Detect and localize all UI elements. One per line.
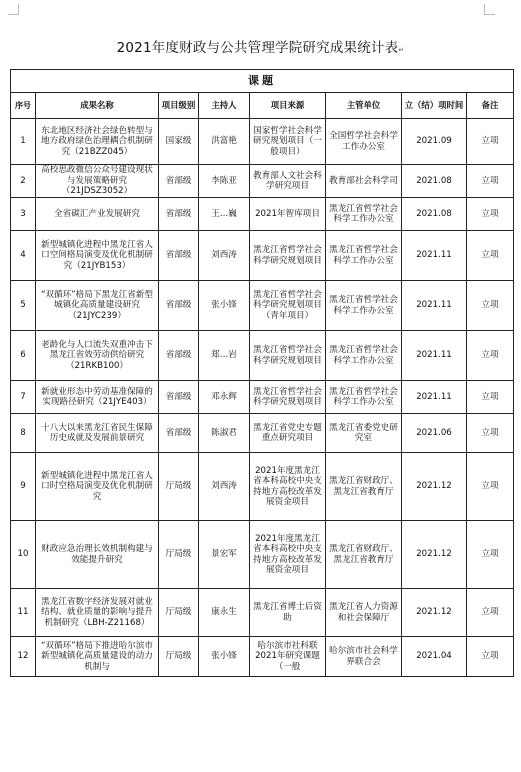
table-row bbox=[11, 453, 514, 521]
project-source: 黑龙江省党史专题重点研究项目 bbox=[250, 414, 326, 453]
remark: 立项 bbox=[467, 231, 514, 281]
row-number: 2 bbox=[11, 165, 36, 198]
project-level: 厅局级 bbox=[159, 637, 199, 677]
research-results-table bbox=[10, 69, 514, 677]
approval-date: 2021.08 bbox=[402, 198, 467, 231]
column-header-no: 序号 bbox=[11, 93, 36, 119]
host-name: 刘西涛 bbox=[199, 453, 250, 521]
project-source: 2021年度黑龙江省本科高校中央支持地方高校改革发展资金项目 bbox=[250, 453, 326, 521]
project-source: 2021年度黑龙江省本科高校中央支持地方高校改革发展资金项目 bbox=[250, 521, 326, 589]
table-row bbox=[11, 521, 514, 589]
column-header-unit: 主管单位 bbox=[326, 93, 402, 119]
project-level: 省部级 bbox=[159, 331, 199, 381]
remark: 立项 bbox=[467, 281, 514, 331]
managing-unit: 黑龙江省委党史研究室 bbox=[326, 414, 402, 453]
project-level: 省部级 bbox=[159, 231, 199, 281]
approval-date: 2021.11 bbox=[402, 231, 467, 281]
row-number: 1 bbox=[11, 119, 36, 165]
project-source: 2021年智库项目 bbox=[250, 198, 326, 231]
row-number: 5 bbox=[11, 281, 36, 331]
remark: 立项 bbox=[467, 198, 514, 231]
managing-unit: 黑龙江省哲学社会科学工作办公室 bbox=[326, 281, 402, 331]
table-row bbox=[11, 198, 514, 231]
project-level: 省部级 bbox=[159, 381, 199, 414]
table-row bbox=[11, 331, 514, 381]
host-name: 王…巍 bbox=[199, 198, 250, 231]
project-source: 黑龙江省哲学社会科学研究规划项目 bbox=[250, 231, 326, 281]
table-row bbox=[11, 381, 514, 414]
host-name: 刘西涛 bbox=[199, 231, 250, 281]
approval-date: 2021.12 bbox=[402, 453, 467, 521]
remark: 立项 bbox=[467, 637, 514, 677]
column-header-date: 立（结）项时间 bbox=[402, 93, 467, 119]
managing-unit: 哈尔滨市社会科学界联合会 bbox=[326, 637, 402, 677]
host-name: 张小锋 bbox=[199, 281, 250, 331]
managing-unit: 全国哲学社会科学工作办公室 bbox=[326, 119, 402, 165]
table-row bbox=[11, 231, 514, 281]
result-name: 全省碳汇产业发展研究 bbox=[36, 198, 159, 231]
host-name: 洪富艳 bbox=[199, 119, 250, 165]
row-number: 9 bbox=[11, 453, 36, 521]
host-name: 李陈亚 bbox=[199, 165, 250, 198]
result-name: 高校思政微信公众号建设现状与发展策略研究（21JDSZ3052） bbox=[36, 165, 159, 198]
project-source: 黑龙江省哲学社会科学研究规划项目 bbox=[250, 331, 326, 381]
row-number: 12 bbox=[11, 637, 36, 677]
managing-unit: 黑龙江省财政厅、黑龙江省教育厅 bbox=[326, 521, 402, 589]
project-source: 黑龙江省博士后资助 bbox=[250, 589, 326, 637]
header-row bbox=[11, 93, 514, 119]
result-name: “双循环”格局下推进哈尔滨市新型城镇化高质量建设的动力机制与 bbox=[36, 637, 159, 677]
row-number: 8 bbox=[11, 414, 36, 453]
approval-date: 2021.06 bbox=[402, 414, 467, 453]
host-name: 郑…岩 bbox=[199, 331, 250, 381]
approval-date: 2021.11 bbox=[402, 381, 467, 414]
managing-unit: 黑龙江省哲学社会科学工作办公室 bbox=[326, 198, 402, 231]
host-name: 邓永辉 bbox=[199, 381, 250, 414]
approval-date: 2021.04 bbox=[402, 637, 467, 677]
managing-unit: 黑龙江省财政厅、黑龙江省教育厅 bbox=[326, 453, 402, 521]
project-source: 国家哲学社会科学研究规划项目（一般项目） bbox=[250, 119, 326, 165]
row-number: 3 bbox=[11, 198, 36, 231]
managing-unit: 教育部社会科学司 bbox=[326, 165, 402, 198]
remark: 立项 bbox=[467, 521, 514, 589]
remark: 立项 bbox=[467, 119, 514, 165]
approval-date: 2021.11 bbox=[402, 281, 467, 331]
approval-date: 2021.11 bbox=[402, 331, 467, 381]
category-label: 课题 bbox=[11, 70, 514, 93]
remark: 立项 bbox=[467, 589, 514, 637]
table-row bbox=[11, 589, 514, 637]
margin-corner-mark-left bbox=[8, 4, 19, 15]
managing-unit: 黑龙江省哲学社会科学工作办公室 bbox=[326, 331, 402, 381]
approval-date: 2021.12 bbox=[402, 521, 467, 589]
managing-unit: 黑龙江省人力资源和社会保障厅 bbox=[326, 589, 402, 637]
project-level: 厅局级 bbox=[159, 521, 199, 589]
remark: 立项 bbox=[467, 165, 514, 198]
managing-unit: 黑龙江省哲学社会科学工作办公室 bbox=[326, 381, 402, 414]
project-level: 厅局级 bbox=[159, 453, 199, 521]
column-header-name: 成果名称 bbox=[36, 93, 159, 119]
result-name: 黑龙江省数字经济发展对就业结构、就业质量的影响与提升机制研究（LBH-Z21168） bbox=[36, 589, 159, 637]
project-source: 哈尔滨市社科联2021年研究课题（一般 bbox=[250, 637, 326, 677]
project-source: 黑龙江省哲学社会科学研究规划项目 bbox=[250, 381, 326, 414]
result-name: 东北地区经济社会绿色转型与地方政府绿色治理耦合机制研究（21BZZ045） bbox=[36, 119, 159, 165]
result-name: 老龄化与人口流失双重冲击下黑龙江省效劳动供给研究（21RKB100） bbox=[36, 331, 159, 381]
remark: 立项 bbox=[467, 381, 514, 414]
table-row bbox=[11, 119, 514, 165]
project-level: 省部级 bbox=[159, 165, 199, 198]
project-source: 黑龙江省哲学社会科学研究规划项目（青年项目） bbox=[250, 281, 326, 331]
approval-date: 2021.08 bbox=[402, 165, 467, 198]
result-name: 新型城镇化进程中黑龙江省人口空间格局演变及优化机制研究（21JYB153） bbox=[36, 231, 159, 281]
project-level: 国家级 bbox=[159, 119, 199, 165]
margin-corner-mark-right bbox=[484, 4, 495, 15]
result-name: 新型城镇化进程中黑龙江省人口时空格局演变及优化机制研究 bbox=[36, 453, 159, 521]
project-source: 教育部人文社会科学研究项目 bbox=[250, 165, 326, 198]
project-level: 厅局级 bbox=[159, 589, 199, 637]
result-name: 新就业形态中劳动基准保障的实现路径研究（21JYE403） bbox=[36, 381, 159, 414]
remark: 立项 bbox=[467, 414, 514, 453]
host-name: 陈淑君 bbox=[199, 414, 250, 453]
column-header-level: 项目级别 bbox=[159, 93, 199, 119]
result-name: 十八大以来黑龙江省民生保障历史成就及发展前景研究 bbox=[36, 414, 159, 453]
table-row bbox=[11, 281, 514, 331]
column-header-source: 项目来源 bbox=[250, 93, 326, 119]
result-name: “双循环”格局下黑龙江省新型城镇化高质量建设研究（21JYC239） bbox=[36, 281, 159, 331]
paragraph-mark-icon: ↵ bbox=[398, 46, 405, 54]
column-header-note: 备注 bbox=[467, 93, 514, 119]
row-number: 4 bbox=[11, 231, 36, 281]
row-number: 6 bbox=[11, 331, 36, 381]
remark: 立项 bbox=[467, 331, 514, 381]
row-number: 7 bbox=[11, 381, 36, 414]
project-level: 省部级 bbox=[159, 281, 199, 331]
table-row bbox=[11, 165, 514, 198]
host-name: 康永生 bbox=[199, 589, 250, 637]
column-header-host: 主持人 bbox=[199, 93, 250, 119]
project-level: 省部级 bbox=[159, 198, 199, 231]
project-level: 省部级 bbox=[159, 414, 199, 453]
host-name: 张小锋 bbox=[199, 637, 250, 677]
table-row bbox=[11, 637, 514, 677]
row-number: 11 bbox=[11, 589, 36, 637]
row-number: 10 bbox=[11, 521, 36, 589]
host-name: 景宏军 bbox=[199, 521, 250, 589]
result-name: 财政应急治理长效机制构建与效能提升研究 bbox=[36, 521, 159, 589]
managing-unit: 黑龙江省哲学社会科学工作办公室 bbox=[326, 231, 402, 281]
document-title: 2021年度财政与公共管理学院研究成果统计表↵ bbox=[116, 40, 405, 56]
table-row bbox=[11, 414, 514, 453]
category-row bbox=[11, 70, 514, 93]
remark: 立项 bbox=[467, 453, 514, 521]
approval-date: 2021.09 bbox=[402, 119, 467, 165]
approval-date: 2021.12 bbox=[402, 589, 467, 637]
